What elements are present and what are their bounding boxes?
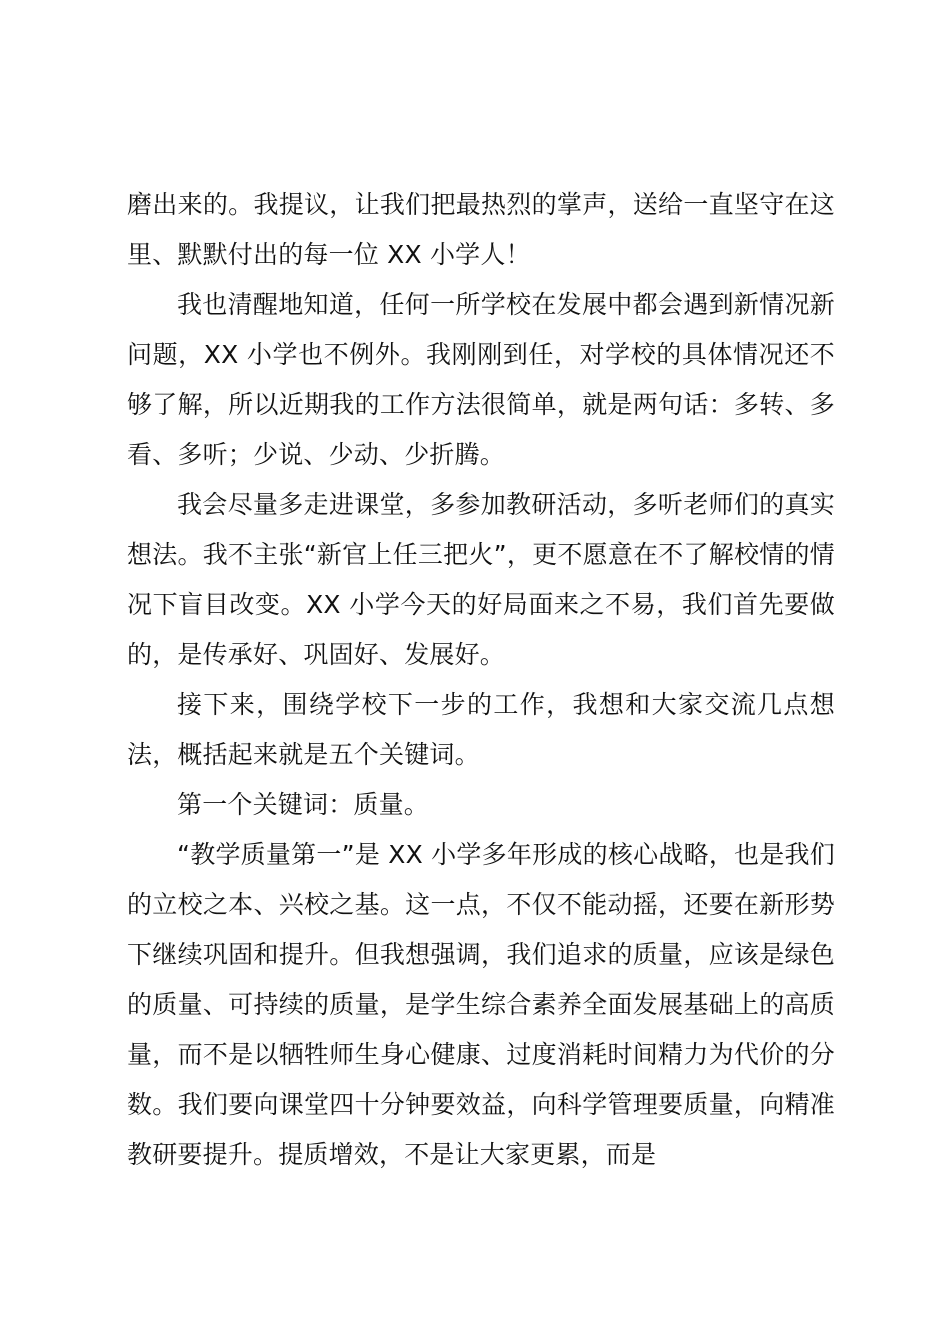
paragraph: 我也清醒地知道，任何一所学校在发展中都会遇到新情况新问题，XX 小学也不例外。我刚刚到任，对学校的具体情况还不够了解，所以近期我的工作方法很简单，就是两句话：多转、多看、多听；少说、少动、少折腾。 xyxy=(127,290,835,469)
paragraph: “教学质量第一”是 XX 小学多年形成的核心战略，也是我们的立校之本、兴校之基。这一点，不仅不能动摇，还要在新形势下继续巩固和提升。但我想强调，我们追求的质量，应该是绿色的质量、可持续的质量，是学生综合素养全面发展基础上的高质量，而不是以牺牲师生身心健康、过度消耗时间精力为代价的分数。我们要向课堂四十分钟要效益，向科学管理要质量，向精准教研要提升。提质增效，不是让大家更累，而是 xyxy=(127,840,835,1169)
section-heading: 第一个关键词：质量。 xyxy=(177,790,430,819)
paragraph-continuation: 磨出来的。我提议，让我们把最热烈的掌声，送给一直坚守在这里、默默付出的每一位 XX 小学人！ xyxy=(127,190,835,269)
paragraph: 我会尽量多走进课堂，多参加教研活动，多听老师们的真实想法。我不主张“新官上任三把火”，更不愿意在不了解校情的情况下盲目改变。XX 小学今天的好局面来之不易，我们首先要做的，是传承好、巩固好、发展好。 xyxy=(127,490,835,669)
paragraph: 接下来，围绕学校下一步的工作，我想和大家交流几点想法，概括起来就是五个关键词。 xyxy=(127,690,835,769)
document-body xyxy=(127,180,835,1180)
